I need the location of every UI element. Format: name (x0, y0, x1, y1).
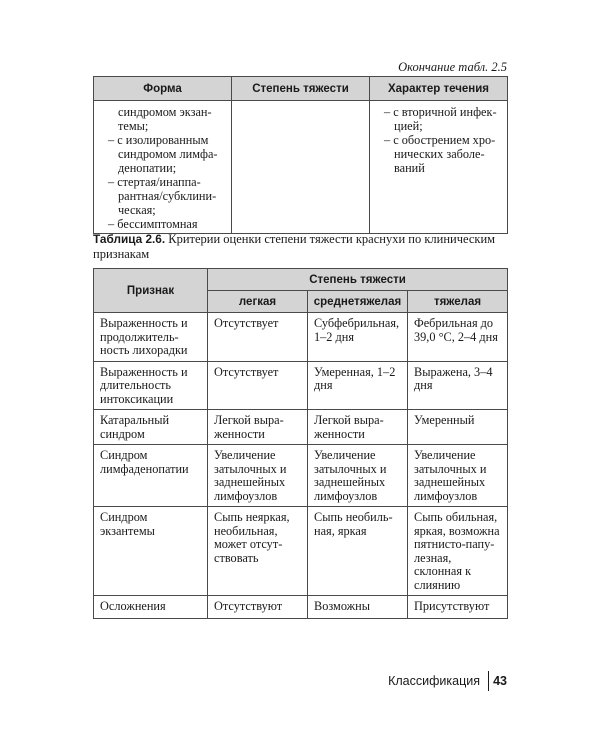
header-severity: Степень тяжести (232, 77, 370, 101)
mild-cell: Отсутствует (208, 313, 308, 362)
moderate-cell: Сыпь необиль-ная, яркая (308, 507, 408, 596)
text-line: нических заболе- (394, 147, 485, 161)
mild-cell: Легкой выра-женности (208, 410, 308, 445)
text-line: денопатии; (118, 161, 177, 175)
table-row (94, 596, 508, 619)
header-severity-group: Степень тяжести (208, 269, 508, 291)
severe-cell: Присутствуют (408, 596, 508, 619)
table-row (94, 507, 508, 596)
text-line: ваний (394, 161, 425, 175)
mild-cell: Отсутствуют (208, 596, 308, 619)
text-line: синдромом экзан- (118, 105, 212, 119)
table-header-row (94, 269, 508, 291)
form-cell (94, 101, 232, 234)
footer-divider (488, 671, 490, 691)
severe-cell: Фебрильная до 39,0 °С, 2–4 дня (408, 313, 508, 362)
text-line: темы; (118, 119, 149, 133)
mild-cell: Сыпь неяркая, необильная, может отсут-ствовать (208, 507, 308, 596)
mild-cell: Отсутствует (208, 361, 308, 410)
table-2-6 (93, 268, 508, 619)
text-line: цией; (394, 119, 423, 133)
table-header-row (94, 77, 508, 101)
moderate-cell: Легкой выра-женности (308, 410, 408, 445)
table-row (94, 361, 508, 410)
header-mild: легкая (208, 291, 308, 313)
text-line: – с вторичной инфек- (384, 105, 497, 119)
table-2-5-end (93, 76, 508, 234)
continuation-label: Окончание табл. 2.5 (398, 60, 507, 74)
text-line: рантная/субклини- (118, 189, 217, 203)
sign-cell: Выраженность и длительность интоксикации (94, 361, 208, 410)
section-title: Классификация (388, 674, 480, 688)
caption-text: Критерии оценки степени тяжести краснухи по клиническим признакам (93, 232, 496, 261)
severe-cell: Выражена, 3–4 дня (408, 361, 508, 410)
page-number: 43 (493, 674, 507, 688)
moderate-cell: Умеренная, 1–2 дня (308, 361, 408, 410)
header-sign: Признак (94, 269, 208, 313)
text-line: – стертая/инаппа- (108, 175, 201, 189)
caption-label: Таблица 2.6. (93, 232, 166, 246)
moderate-cell: Субфебрильная, 1–2 дня (308, 313, 408, 362)
severe-cell: Увеличение затылочных и заднешейных лимфоузлов (408, 445, 508, 507)
sign-cell: Осложнения (94, 596, 208, 619)
mild-cell: Увеличение затылочных и заднешейных лимфоузлов (208, 445, 308, 507)
severity-cell (232, 101, 370, 234)
text-line: – с изолированным (108, 133, 209, 147)
course-cell (370, 101, 508, 234)
header-severe: тяжелая (408, 291, 508, 313)
sign-cell: Синдром экзантемы (94, 507, 208, 596)
sign-cell: Выраженность и продолжитель-ность лихорадки (94, 313, 208, 362)
table-row (94, 445, 508, 507)
sign-cell: Катаральный синдром (94, 410, 208, 445)
severe-cell: Сыпь обильная, яркая, возможна пятнисто-папу-лезная, склонная к слиянию (408, 507, 508, 596)
header-course: Характер течения (370, 77, 508, 101)
text-line: – с обострением хро- (384, 133, 496, 147)
header-form: Форма (94, 77, 232, 101)
page-footer (380, 671, 507, 691)
table-row (94, 313, 508, 362)
text-line: – бессимптомная (108, 217, 198, 231)
moderate-cell: Возможны (308, 596, 408, 619)
text-line: ческая; (118, 203, 156, 217)
severe-cell: Умеренный (408, 410, 508, 445)
sign-cell: Синдром лимфаденопатии (94, 445, 208, 507)
table-caption (93, 232, 507, 262)
header-moderate: среднетяжелая (308, 291, 408, 313)
text-line: синдромом лимфа- (118, 147, 218, 161)
table-row (94, 410, 508, 445)
moderate-cell: Увеличение затылочных и заднешейных лимфоузлов (308, 445, 408, 507)
table-row (94, 101, 508, 234)
